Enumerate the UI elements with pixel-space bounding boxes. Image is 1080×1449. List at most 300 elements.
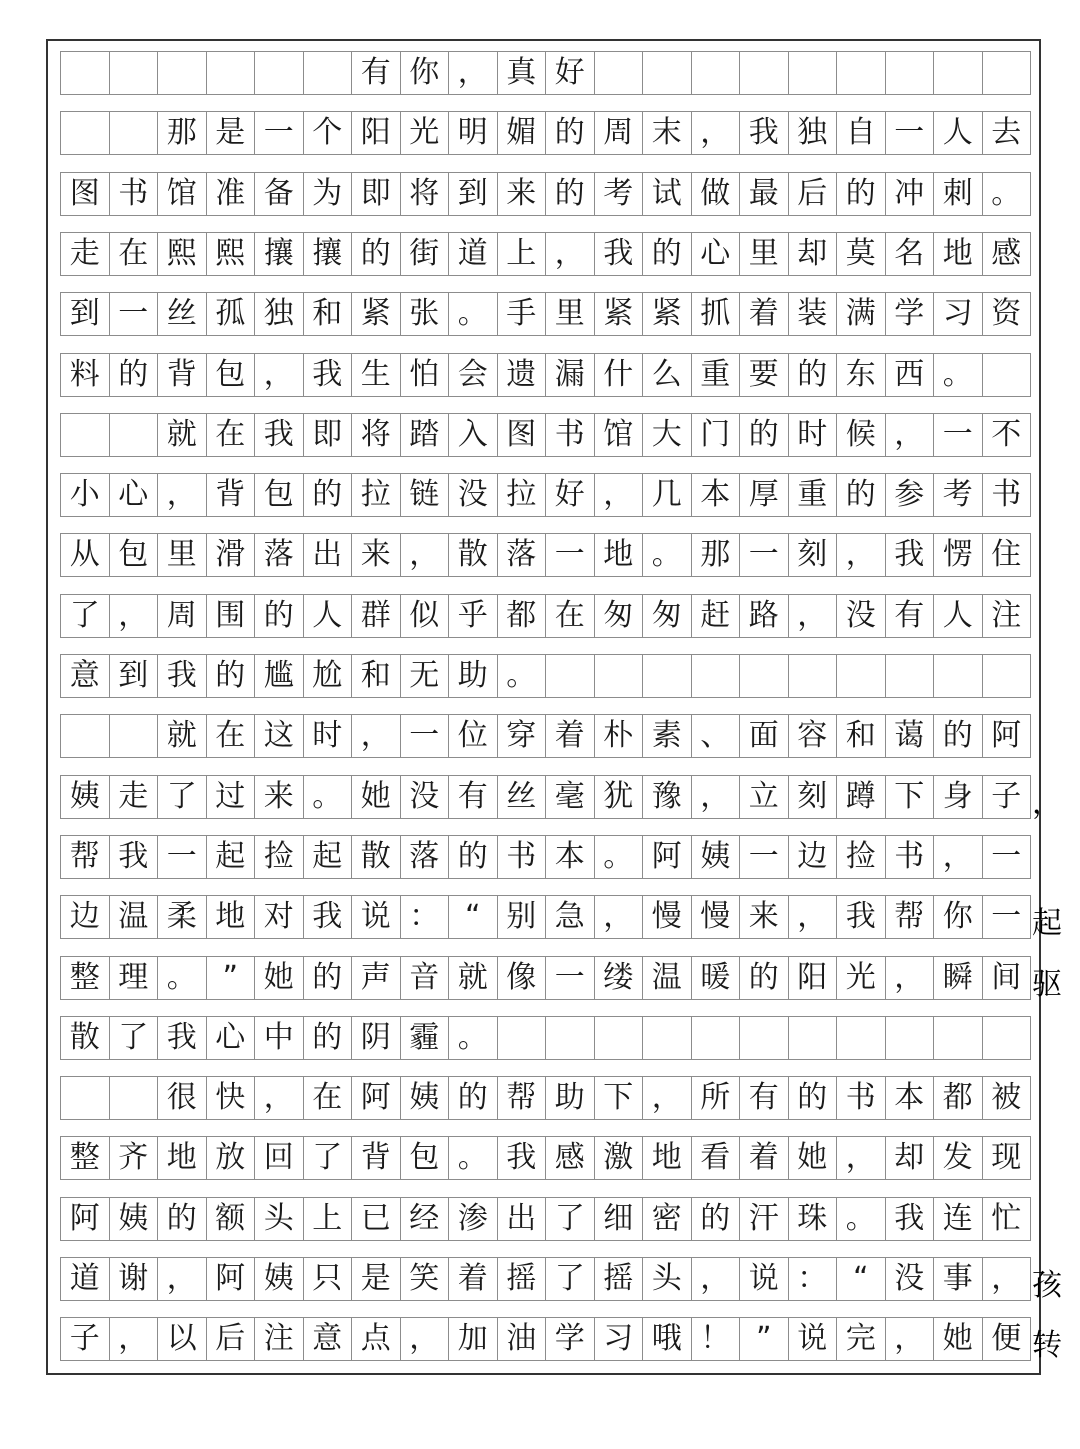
grid-cell: 的 — [643, 233, 692, 275]
grid-row — [60, 835, 1031, 879]
grid-cell — [886, 1017, 935, 1059]
grid-cell: 候 — [837, 414, 886, 456]
grid-cell: 一 — [983, 896, 1032, 938]
grid-cell: 背 — [158, 354, 207, 396]
grid-cell: 一 — [158, 836, 207, 878]
grid-cell: 急 — [546, 896, 595, 938]
grid-cell: 霾 — [401, 1017, 450, 1059]
grid-cell: 和 — [352, 655, 401, 697]
grid-row — [60, 1136, 1031, 1180]
grid-cell — [692, 1017, 741, 1059]
grid-cell — [789, 52, 838, 94]
grid-cell — [983, 1017, 1032, 1059]
grid-cell: 头 — [643, 1258, 692, 1300]
grid-cell: 容 — [789, 715, 838, 757]
grid-cell: 那 — [692, 534, 741, 576]
grid-cell: 她 — [789, 1137, 838, 1179]
grid-cell: 着 — [740, 293, 789, 335]
grid-cell: 书 — [498, 836, 547, 878]
grid-cell: 的 — [837, 474, 886, 516]
grid-cell — [61, 52, 110, 94]
grid-cell: 笑 — [401, 1258, 450, 1300]
grid-cell: 没 — [449, 474, 498, 516]
grid-cell: 意 — [61, 655, 110, 697]
grid-cell — [61, 1077, 110, 1119]
grid-row — [60, 714, 1031, 758]
grid-cell: 西 — [886, 354, 935, 396]
grid-cell: 试 — [643, 173, 692, 215]
grid-cell: 东 — [837, 354, 886, 396]
grid-cell: 上 — [304, 1198, 353, 1240]
grid-cell — [546, 1017, 595, 1059]
grid-cell: 张 — [401, 293, 450, 335]
grid-cell: 连 — [934, 1198, 983, 1240]
grid-cell: 的 — [837, 173, 886, 215]
grid-cell — [110, 112, 159, 154]
grid-cell: 刻 — [789, 776, 838, 818]
grid-cell: 时 — [304, 715, 353, 757]
grid-cell: 这 — [255, 715, 304, 757]
grid-cell: 像 — [498, 957, 547, 999]
grid-cell: 要 — [740, 354, 789, 396]
grid-cell: 阿 — [61, 1198, 110, 1240]
grid-cell: 我 — [304, 896, 353, 938]
grid-cell: 都 — [498, 595, 547, 637]
grid-cell: 背 — [207, 474, 256, 516]
grid-cell: 珠 — [789, 1198, 838, 1240]
grid-cell: 我 — [886, 1198, 935, 1240]
grid-cell: 却 — [886, 1137, 935, 1179]
grid-row — [60, 1257, 1062, 1303]
grid-cell — [207, 52, 256, 94]
grid-cell: 油 — [498, 1318, 547, 1360]
grid-cell: ， — [692, 776, 741, 818]
grid-cell: 你 — [401, 52, 450, 94]
grid-cell: 。 — [498, 655, 547, 697]
grid-cell: 。 — [449, 293, 498, 335]
grid-cell: 尴 — [255, 655, 304, 697]
grid-cell: ， — [837, 534, 886, 576]
grid-cell: 是 — [352, 1258, 401, 1300]
grid-cell: 本 — [886, 1077, 935, 1119]
grid-cell: 有 — [740, 1077, 789, 1119]
grid-cell: 和 — [304, 293, 353, 335]
grid-cell: 我 — [110, 836, 159, 878]
grid-cell: 住 — [983, 534, 1032, 576]
grid-cell: 来 — [352, 534, 401, 576]
grid-cell: 阿 — [983, 715, 1032, 757]
grid-cell: 回 — [255, 1137, 304, 1179]
grid-cell: 到 — [449, 173, 498, 215]
grid-cell: 丝 — [158, 293, 207, 335]
grid-cell: 姨 — [110, 1198, 159, 1240]
grid-cell: ， — [934, 836, 983, 878]
grid-cell: 馆 — [158, 173, 207, 215]
grid-row — [60, 111, 1031, 155]
grid-cell: 丝 — [498, 776, 547, 818]
grid-cell: ， — [110, 1318, 159, 1360]
grid-cell: 慢 — [643, 896, 692, 938]
grid-cell: 自 — [837, 112, 886, 154]
grid-cell: 的 — [789, 354, 838, 396]
grid-cell: 忙 — [983, 1198, 1032, 1240]
grid-cell: 她 — [934, 1318, 983, 1360]
margin-punctuation: 起 — [1032, 906, 1062, 942]
grid-cell: 心 — [207, 1017, 256, 1059]
grid-cell: 装 — [789, 293, 838, 335]
grid-row — [60, 533, 1031, 577]
grid-row — [60, 172, 1031, 216]
grid-cell: 在 — [304, 1077, 353, 1119]
grid-cell: 说 — [789, 1318, 838, 1360]
grid-cell: 起 — [304, 836, 353, 878]
grid-cell: 怕 — [401, 354, 450, 396]
grid-cell: 理 — [110, 957, 159, 999]
grid-cell: 。 — [158, 957, 207, 999]
grid-cell — [983, 52, 1032, 94]
grid-cell: ， — [595, 896, 644, 938]
grid-cell: 重 — [789, 474, 838, 516]
grid-cell: 是 — [207, 112, 256, 154]
grid-cell: 下 — [886, 776, 935, 818]
grid-cell: ， — [401, 534, 450, 576]
grid-cell: ， — [255, 354, 304, 396]
grid-cell: 一 — [934, 414, 983, 456]
grid-cell: 哦 — [643, 1318, 692, 1360]
grid-cell: 紧 — [352, 293, 401, 335]
grid-cell: 在 — [110, 233, 159, 275]
grid-cell — [837, 655, 886, 697]
grid-cell: 习 — [595, 1318, 644, 1360]
grid-cell: 柔 — [158, 896, 207, 938]
grid-cell: 她 — [255, 957, 304, 999]
grid-cell: 就 — [158, 715, 207, 757]
grid-cell: 阳 — [789, 957, 838, 999]
grid-cell: 将 — [401, 173, 450, 215]
grid-cell: 手 — [498, 293, 547, 335]
grid-cell: ， — [352, 715, 401, 757]
grid-cell: 音 — [401, 957, 450, 999]
grid-cell: 散 — [61, 1017, 110, 1059]
grid-cell — [643, 52, 692, 94]
grid-cell: 走 — [61, 233, 110, 275]
grid-cell: 豫 — [643, 776, 692, 818]
grid-cell: ， — [643, 1077, 692, 1119]
grid-cell: 被 — [983, 1077, 1032, 1119]
grid-cell: 说 — [352, 896, 401, 938]
grid-cell: 感 — [546, 1137, 595, 1179]
grid-cell: ， — [789, 595, 838, 637]
grid-cell: 后 — [789, 173, 838, 215]
grid-cell: 帮 — [886, 896, 935, 938]
grid-cell: 毫 — [546, 776, 595, 818]
grid-cell: 的 — [158, 1198, 207, 1240]
grid-cell — [934, 52, 983, 94]
grid-cell: 的 — [110, 354, 159, 396]
grid-cell: 包 — [401, 1137, 450, 1179]
grid-cell: 现 — [983, 1137, 1032, 1179]
grid-row — [60, 1317, 1062, 1364]
grid-cell: ， — [692, 1258, 741, 1300]
grid-cell: 书 — [546, 414, 595, 456]
grid-cell — [789, 655, 838, 697]
grid-cell: 里 — [740, 233, 789, 275]
grid-cell: 姨 — [61, 776, 110, 818]
grid-cell: 没 — [886, 1258, 935, 1300]
grid-cell: 路 — [740, 595, 789, 637]
grid-cell: 头 — [255, 1198, 304, 1240]
grid-cell — [886, 52, 935, 94]
grid-cell — [692, 52, 741, 94]
grid-cell — [740, 655, 789, 697]
grid-cell: 独 — [789, 112, 838, 154]
grid-cell: 散 — [352, 836, 401, 878]
grid-cell: 攘 — [304, 233, 353, 275]
grid-cell: 将 — [352, 414, 401, 456]
grid-cell: 几 — [643, 474, 692, 516]
grid-cell: 就 — [449, 957, 498, 999]
grid-cell: 的 — [449, 836, 498, 878]
grid-cell: 尬 — [304, 655, 353, 697]
grid-cell: 有 — [449, 776, 498, 818]
composition-paper — [46, 39, 1062, 1375]
grid-cell: 拉 — [352, 474, 401, 516]
grid-cell — [740, 1017, 789, 1059]
grid-cell: 的 — [255, 595, 304, 637]
grid-cell: 包 — [207, 354, 256, 396]
grid-cell: 没 — [837, 595, 886, 637]
grid-cell: 发 — [934, 1137, 983, 1179]
grid-cell: 加 — [449, 1318, 498, 1360]
grid-cell: 经 — [401, 1198, 450, 1240]
grid-cell — [498, 1017, 547, 1059]
grid-cell — [837, 52, 886, 94]
grid-cell: 熙 — [158, 233, 207, 275]
grid-cell: 链 — [401, 474, 450, 516]
grid-cell: 了 — [61, 595, 110, 637]
grid-cell: 到 — [61, 293, 110, 335]
grid-cell: 阿 — [643, 836, 692, 878]
grid-cell: 背 — [352, 1137, 401, 1179]
grid-row — [60, 1016, 1031, 1060]
grid-cell: 大 — [643, 414, 692, 456]
grid-cell: 点 — [352, 1318, 401, 1360]
grid-cell: 漏 — [546, 354, 595, 396]
grid-cell: 额 — [207, 1198, 256, 1240]
grid-cell: 就 — [158, 414, 207, 456]
grid-row — [60, 1076, 1031, 1120]
grid-cell: 馆 — [595, 414, 644, 456]
grid-cell: 道 — [449, 233, 498, 275]
grid-cell: 的 — [789, 1077, 838, 1119]
grid-cell: 的 — [546, 112, 595, 154]
grid-cell: 我 — [595, 233, 644, 275]
grid-row — [60, 956, 1062, 1002]
grid-cell: 一 — [740, 836, 789, 878]
grid-cell: 过 — [207, 776, 256, 818]
grid-cell: 我 — [158, 655, 207, 697]
grid-cell: 即 — [304, 414, 353, 456]
grid-cell: 细 — [595, 1198, 644, 1240]
grid-row — [60, 895, 1062, 942]
grid-row — [60, 654, 1031, 698]
grid-cell — [110, 1077, 159, 1119]
grid-cell: 一 — [546, 957, 595, 999]
grid-cell: 暖 — [692, 957, 741, 999]
grid-cell: 周 — [158, 595, 207, 637]
grid-cell: 只 — [304, 1258, 353, 1300]
grid-cell: 那 — [158, 112, 207, 154]
grid-cell: 料 — [61, 354, 110, 396]
grid-cell: 温 — [643, 957, 692, 999]
grid-cell: 已 — [352, 1198, 401, 1240]
grid-cell: 、 — [692, 715, 741, 757]
grid-cell: 一 — [401, 715, 450, 757]
grid-cell: 地 — [595, 534, 644, 576]
grid-cell: 紧 — [595, 293, 644, 335]
grid-cell: 身 — [934, 776, 983, 818]
grid-cell: 人 — [934, 595, 983, 637]
grid-cell: 朴 — [595, 715, 644, 757]
grid-cell: ， — [789, 896, 838, 938]
grid-cell: 一 — [110, 293, 159, 335]
grid-cell: 所 — [692, 1077, 741, 1119]
grid-cell: 出 — [304, 534, 353, 576]
grid-cell: 备 — [255, 173, 304, 215]
grid-cell: 我 — [255, 414, 304, 456]
grid-cell: 我 — [158, 1017, 207, 1059]
grid-cell: 独 — [255, 293, 304, 335]
grid-cell: 街 — [401, 233, 450, 275]
grid-cell: ， — [886, 957, 935, 999]
grid-cell: 谢 — [110, 1258, 159, 1300]
grid-cell: 落 — [498, 534, 547, 576]
grid-cell: 。 — [449, 1017, 498, 1059]
grid-cell: 为 — [304, 173, 353, 215]
grid-cell: 说 — [740, 1258, 789, 1300]
grid-cell: 图 — [61, 173, 110, 215]
grid-cell: 来 — [740, 896, 789, 938]
grid-cell: 在 — [546, 595, 595, 637]
grid-cell: ， — [546, 233, 595, 275]
grid-cell: 学 — [546, 1318, 595, 1360]
grid-cell: 学 — [886, 293, 935, 335]
grid-cell: 末 — [643, 112, 692, 154]
grid-cell: 匆 — [595, 595, 644, 637]
grid-cell: 满 — [837, 293, 886, 335]
grid-cell: 落 — [255, 534, 304, 576]
grid-cell: 孤 — [207, 293, 256, 335]
grid-cell — [740, 52, 789, 94]
grid-cell: 的 — [546, 173, 595, 215]
grid-cell: 你 — [934, 896, 983, 938]
grid-cell — [983, 655, 1032, 697]
grid-cell: 阳 — [352, 112, 401, 154]
grid-cell: 愣 — [934, 534, 983, 576]
grid-cell: 书 — [837, 1077, 886, 1119]
grid-cell: 我 — [304, 354, 353, 396]
grid-cell: 出 — [498, 1198, 547, 1240]
grid-cell: 的 — [207, 655, 256, 697]
grid-cell: 。 — [449, 1137, 498, 1179]
grid-cell: 慢 — [692, 896, 741, 938]
grid-cell: 来 — [255, 776, 304, 818]
grid-cell: 书 — [110, 173, 159, 215]
grid-cell: 了 — [546, 1258, 595, 1300]
grid-cell — [61, 715, 110, 757]
grid-cell: 别 — [498, 896, 547, 938]
grid-cell: 的 — [740, 957, 789, 999]
grid-cell: 。 — [934, 354, 983, 396]
grid-cell: 有 — [352, 52, 401, 94]
grid-cell — [110, 414, 159, 456]
grid-cell: 有 — [886, 595, 935, 637]
grid-cell: 光 — [401, 112, 450, 154]
grid-cell: 落 — [401, 836, 450, 878]
grid-cell: ： — [401, 896, 450, 938]
grid-cell: 完 — [837, 1318, 886, 1360]
grid-cell: 着 — [449, 1258, 498, 1300]
grid-cell: 周 — [595, 112, 644, 154]
grid-cell: 名 — [886, 233, 935, 275]
grid-cell: 子 — [983, 776, 1032, 818]
grid-cell: 真 — [498, 52, 547, 94]
grid-cell: 了 — [158, 776, 207, 818]
grid-cell: 生 — [352, 354, 401, 396]
grid-cell: “ — [837, 1258, 886, 1300]
grid-cell: 什 — [595, 354, 644, 396]
grid-cell: 面 — [740, 715, 789, 757]
grid-cell: 。 — [643, 534, 692, 576]
grid-cell: 间 — [983, 957, 1032, 999]
grid-cell: 群 — [352, 595, 401, 637]
grid-cell: 冲 — [886, 173, 935, 215]
grid-row — [60, 353, 1031, 397]
grid-cell: 人 — [934, 112, 983, 154]
grid-cell: 似 — [401, 595, 450, 637]
grid-cell: 到 — [110, 655, 159, 697]
grid-cell — [61, 414, 110, 456]
grid-cell: 激 — [595, 1137, 644, 1179]
grid-cell: 媚 — [498, 112, 547, 154]
grid-cell: 时 — [789, 414, 838, 456]
grid-cell — [255, 52, 304, 94]
grid-cell: ” — [740, 1318, 789, 1360]
grid-cell: 都 — [934, 1077, 983, 1119]
grid-cell — [886, 655, 935, 697]
grid-cell: ， — [255, 1077, 304, 1119]
grid-cell: ” — [207, 957, 256, 999]
grid-cell — [61, 112, 110, 154]
grid-cell: 乎 — [449, 595, 498, 637]
grid-cell: 一 — [740, 534, 789, 576]
grid-cell: 密 — [643, 1198, 692, 1240]
grid-row — [60, 473, 1031, 517]
grid-cell: 抓 — [692, 293, 741, 335]
grid-cell: 注 — [983, 595, 1032, 637]
grid-cell: 很 — [158, 1077, 207, 1119]
grid-cell: ， — [595, 474, 644, 516]
grid-row — [60, 292, 1031, 336]
grid-cell — [110, 52, 159, 94]
grid-cell: 捡 — [837, 836, 886, 878]
grid-cell: ， — [401, 1318, 450, 1360]
grid-cell: “ — [449, 896, 498, 938]
grid-cell: 匆 — [643, 595, 692, 637]
grid-cell: 地 — [158, 1137, 207, 1179]
grid-cell — [595, 52, 644, 94]
grid-cell: 明 — [449, 112, 498, 154]
